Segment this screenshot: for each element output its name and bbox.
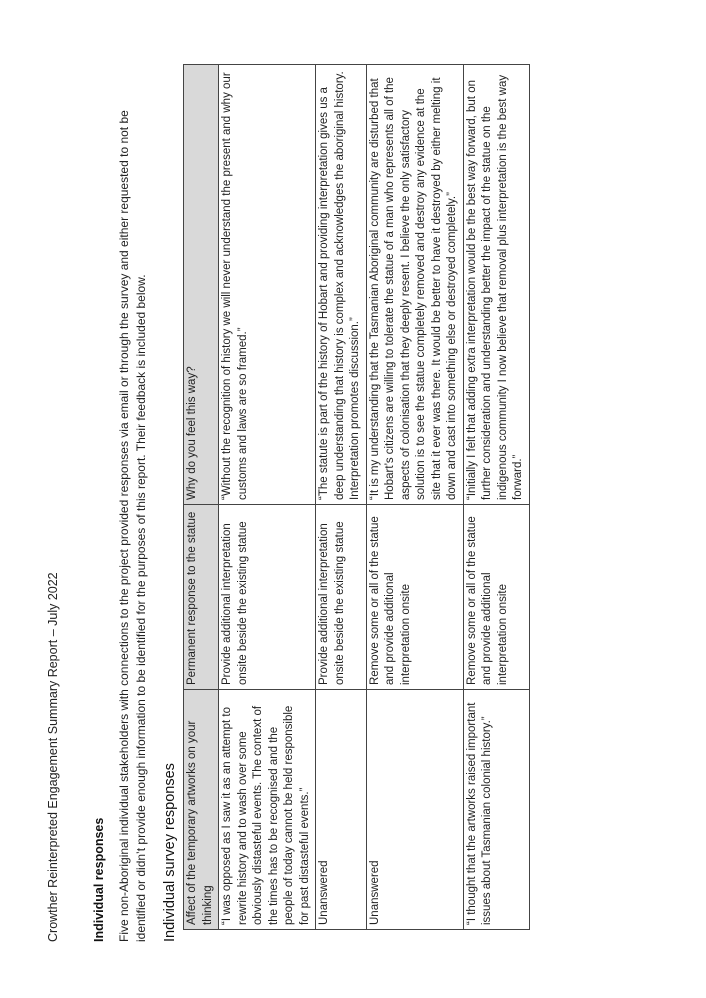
cell-why: “It is my understanding that the Tasmanian Aboriginal community are disturbed that Hobart’s citizens are willing to tolerate the statue of a man who represents all of the aspects of colonisation that they deeply resent. I believe the only satisfactory solution is to see the statue completely removed and destroy any evidence at the site that it ever was there. It would be better to have it destroyed by either melting it down and cast into something else or destroyed completely.” [366,65,463,505]
intro-paragraph: Five non-Aboriginal individual stakeholders with connections to the project provided responses via email or through the survey and either requested to not be identified or didn’t provide enough information to be identified for the purposes of this report. Their feedback is included below. [117,110,148,942]
document-header: Crowther Reinterpreted Engagement Summary Report – July 2022 [46,572,60,942]
cell-permanent-response: Remove some or all of the statue and provide additional interpretation onsite [463,505,529,690]
section-heading: Individual responses [92,817,106,942]
cell-permanent-response: Remove some or all of the statue and provide additional interpretation onsite [366,505,463,690]
cell-affect: Unanswered [366,690,463,930]
table-header-row [184,65,219,930]
table-row [219,65,316,930]
cell-permanent-response: Provide additional interpretation onsite beside the existing statue [219,505,316,690]
table-heading: Individual survey responses [162,763,178,942]
table-row [316,65,367,930]
cell-why: “The statute is part of the history of Hobart and providing interpretation gives us a deep understanding that history is complex and acknowledges the aboriginal history. Interpretation promotes discussion.” [316,65,367,505]
cell-why: “Initially I felt that adding extra interpretation would be the best way forward, but on further consideration and understanding better the impact of the statue on the indigenous community I now believe that removal plus interpretation is the best way forward.” [463,65,529,505]
header-why: Why do you feel this way? [184,65,219,505]
header-affect: Affect of the temporary artworks on your thinking [184,690,219,930]
cell-why: “Without the recognition of history we will never understand the present and why our customs and laws are so framed.” [219,65,316,505]
table-row [366,65,463,930]
survey-responses-table [183,64,530,930]
cell-affect: “I thought that the artworks raised important issues about Tasmanian colonial history.” [463,690,529,930]
cell-affect: “I was opposed as I saw it as an attempt to rewrite history and to wash over some obviously distasteful events. The context of the times has to be recognised and the people of today cannot be held responsible for past distasteful events.” [219,690,316,930]
table-row [463,65,529,930]
header-permanent-response: Permanent response to the statue [184,505,219,690]
cell-affect: Unanswered [316,690,367,930]
cell-permanent-response: Provide additional interpretation onsite beside the existing statue [316,505,367,690]
